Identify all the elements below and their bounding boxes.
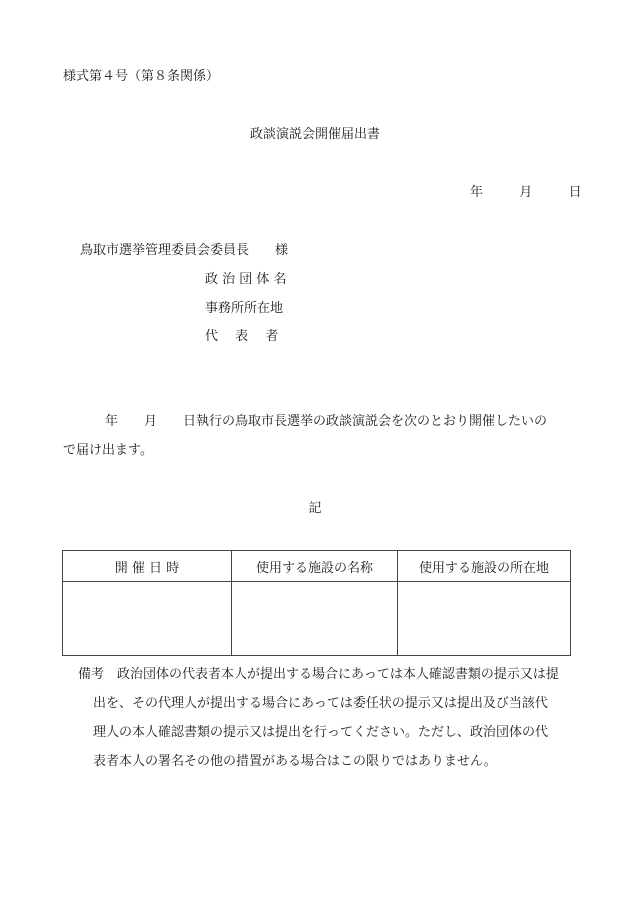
header-facility-address: 使用する施設の所在地 [398, 551, 571, 582]
page-title: 政談演説会開催届出書 [249, 127, 380, 142]
form-number: 様式第４号（第８条関係） [63, 69, 220, 84]
schedule-table [62, 550, 571, 656]
note-line: 表者本人の署名その他の措置がある場合はこの限りではありません。 [93, 754, 497, 769]
party-name-label: 政 治 団 体 名 [205, 272, 287, 287]
remarks-note [63, 660, 583, 776]
note-line: 理人の本人確認書類の提示又は提出を行ってください。ただし、政治団体の代 [93, 725, 549, 740]
addressee: 鳥取市選挙管理委員会委員長 様 [80, 243, 289, 258]
body-text-line [63, 415, 547, 428]
cell-facility-address[interactable] [398, 582, 571, 656]
header-facility-name: 使用する施設の名称 [232, 551, 398, 582]
cell-datetime[interactable] [63, 582, 232, 656]
table-header-row [63, 551, 571, 582]
office-address-label: 事務所所在地 [205, 301, 284, 316]
ki-heading: 記 [308, 501, 322, 516]
date-day-label: 日 [568, 185, 582, 200]
body-text-line1: 年 月 日執行の鳥取市長選挙の政談演説会を次のとおり開催したいの [105, 414, 548, 429]
table-row [63, 582, 571, 656]
header-datetime: 開 催 日 時 [63, 551, 232, 582]
body-text-line2: で届け出ます。 [63, 443, 153, 458]
date-line [470, 186, 582, 199]
note-line: 備考 政治団体の代表者本人が提出する場合にあっては本人確認書類の提示又は提 [78, 667, 559, 682]
date-month-label: 月 [519, 185, 533, 200]
cell-facility-name[interactable] [232, 582, 398, 656]
date-year-label: 年 [470, 185, 484, 200]
note-line: 出を、その代理人が提出する場合にあっては委任状の提示又は提出及び当該代 [93, 696, 548, 711]
representative-label: 代 表 者 [205, 329, 279, 344]
